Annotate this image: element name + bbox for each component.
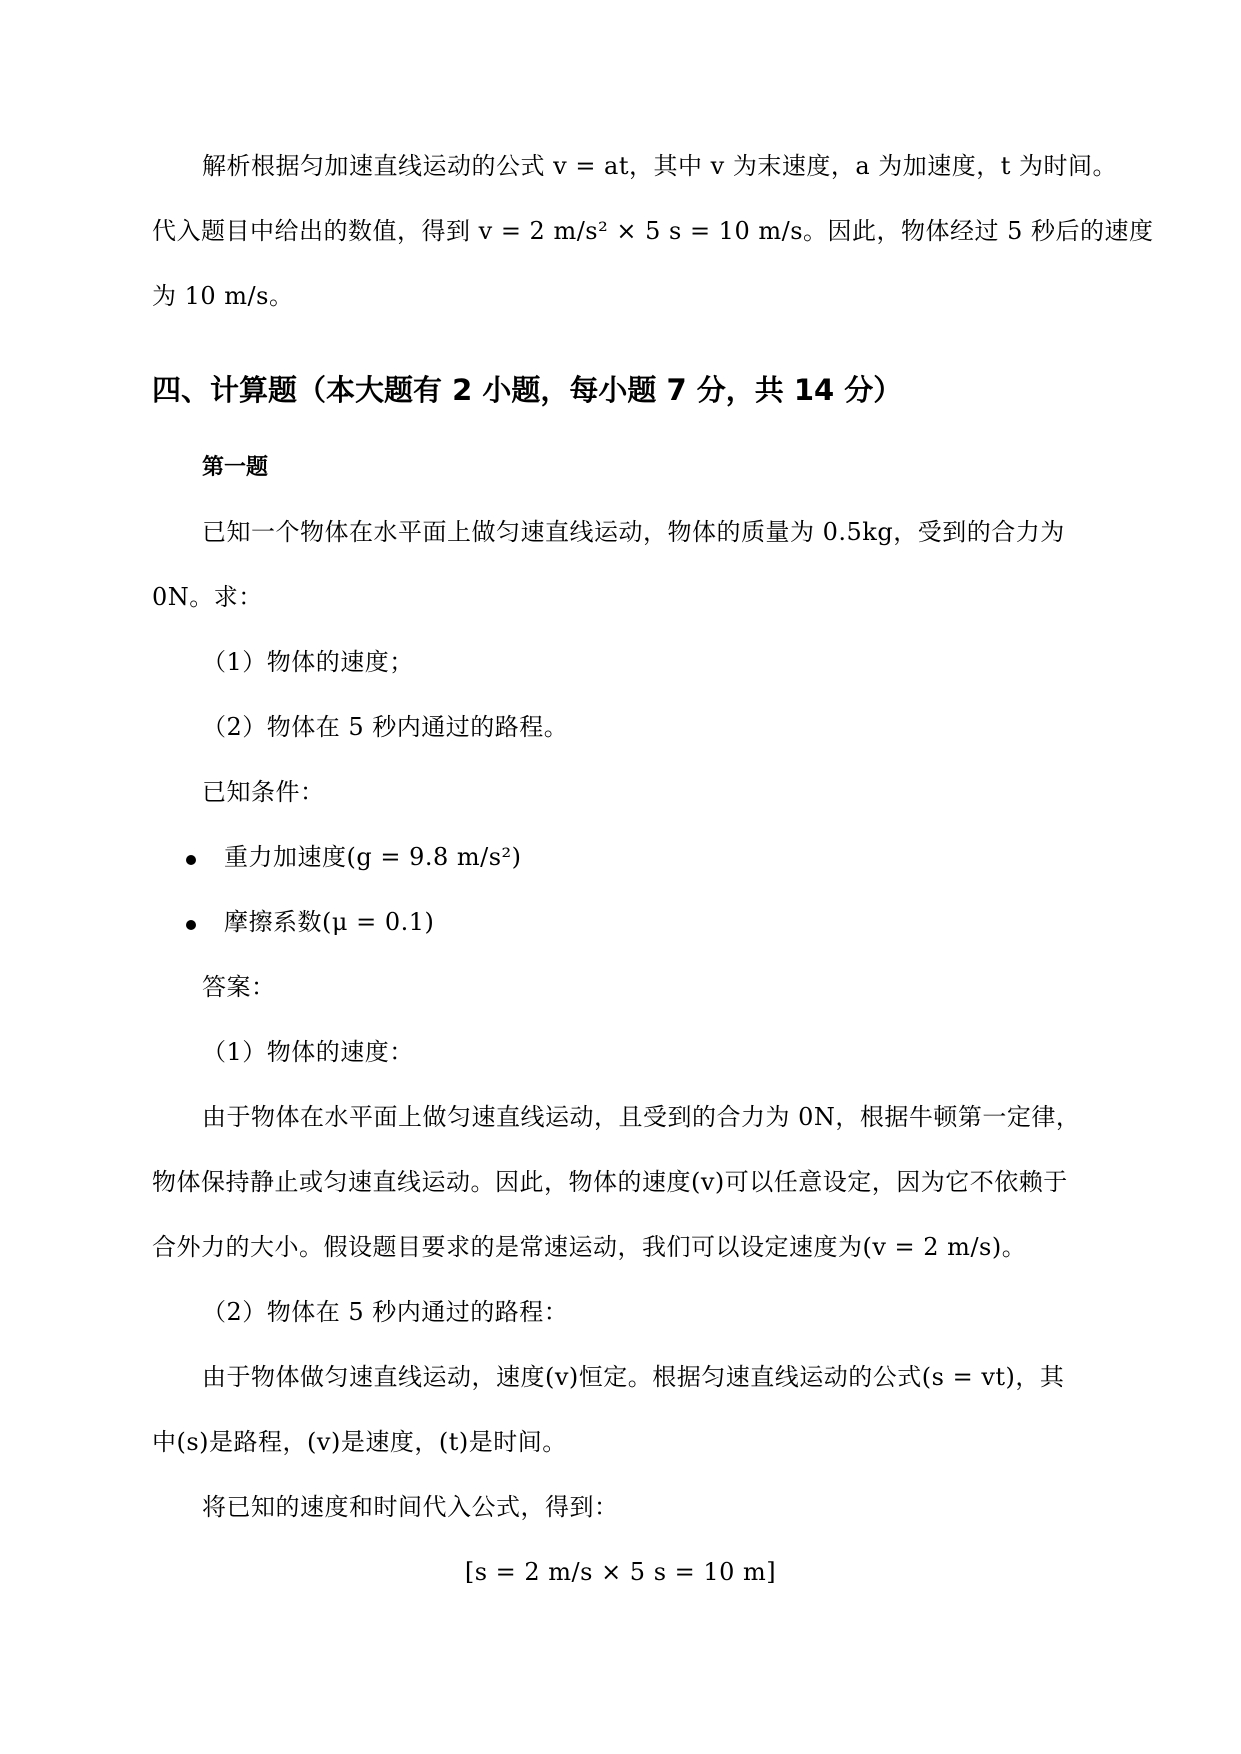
answer-text: 由于物体在水平面上做匀速直线运动，且受到的合力为 0N，根据牛顿第一定律， <box>202 1103 1081 1131</box>
question-part: （1）物体的速度； <box>202 648 414 676</box>
question-stem: 0N。求： <box>152 583 263 611</box>
answer-label: 答案： <box>202 973 276 1001</box>
given-item: 重力加速度(g = 9.8 m/s²) <box>224 843 522 871</box>
analysis-line: 为 10 m/s。 <box>152 282 294 310</box>
given-item: 摩擦系数(μ = 0.1) <box>224 908 435 936</box>
analysis-line: 代入题目中给出的数值，得到 v = 2 m/s² × 5 s = 10 m/s。因此，物体经过 5 秒后的速度 <box>152 217 1154 245</box>
analysis-line: 解析根据匀加速直线运动的公式 v = at，其中 v 为末速度，a 为加速度，t 为时间。 <box>202 152 1118 180</box>
answer-text: 由于物体做匀速直线运动，速度(v)恒定。根据匀速直线运动的公式(s = vt)，其 <box>202 1363 1065 1391</box>
question-part: （2）物体在 5 秒内通过的路程。 <box>202 713 569 741</box>
answer-part-title: （2）物体在 5 秒内通过的路程： <box>202 1298 569 1326</box>
bullet-icon <box>186 855 196 865</box>
answer-text: 中(s)是路程，(v)是速度，(t)是时间。 <box>152 1428 567 1456</box>
formula: [s = 2 m/s × 5 s = 10 m] <box>464 1558 777 1586</box>
answer-text: 合外力的大小。假设题目要求的是常速运动，我们可以设定速度为(v = 2 m/s)。 <box>152 1233 1027 1261</box>
bullet-icon <box>186 920 196 930</box>
question-stem: 已知一个物体在水平面上做匀速直线运动，物体的质量为 0.5kg，受到的合力为 <box>202 518 1065 546</box>
answer-part-title: （1）物体的速度： <box>202 1038 414 1066</box>
given-label: 已知条件： <box>202 778 325 806</box>
question-title: 第一题 <box>202 455 269 480</box>
answer-text: 物体保持静止或匀速直线运动。因此，物体的速度(v)可以任意设定，因为它不依赖于 <box>152 1168 1068 1196</box>
answer-text: 将已知的速度和时间代入公式，得到： <box>202 1493 619 1521</box>
section-heading: 四、计算题（本大题有 2 小题，每小题 7 分，共 14 分） <box>152 373 903 407</box>
